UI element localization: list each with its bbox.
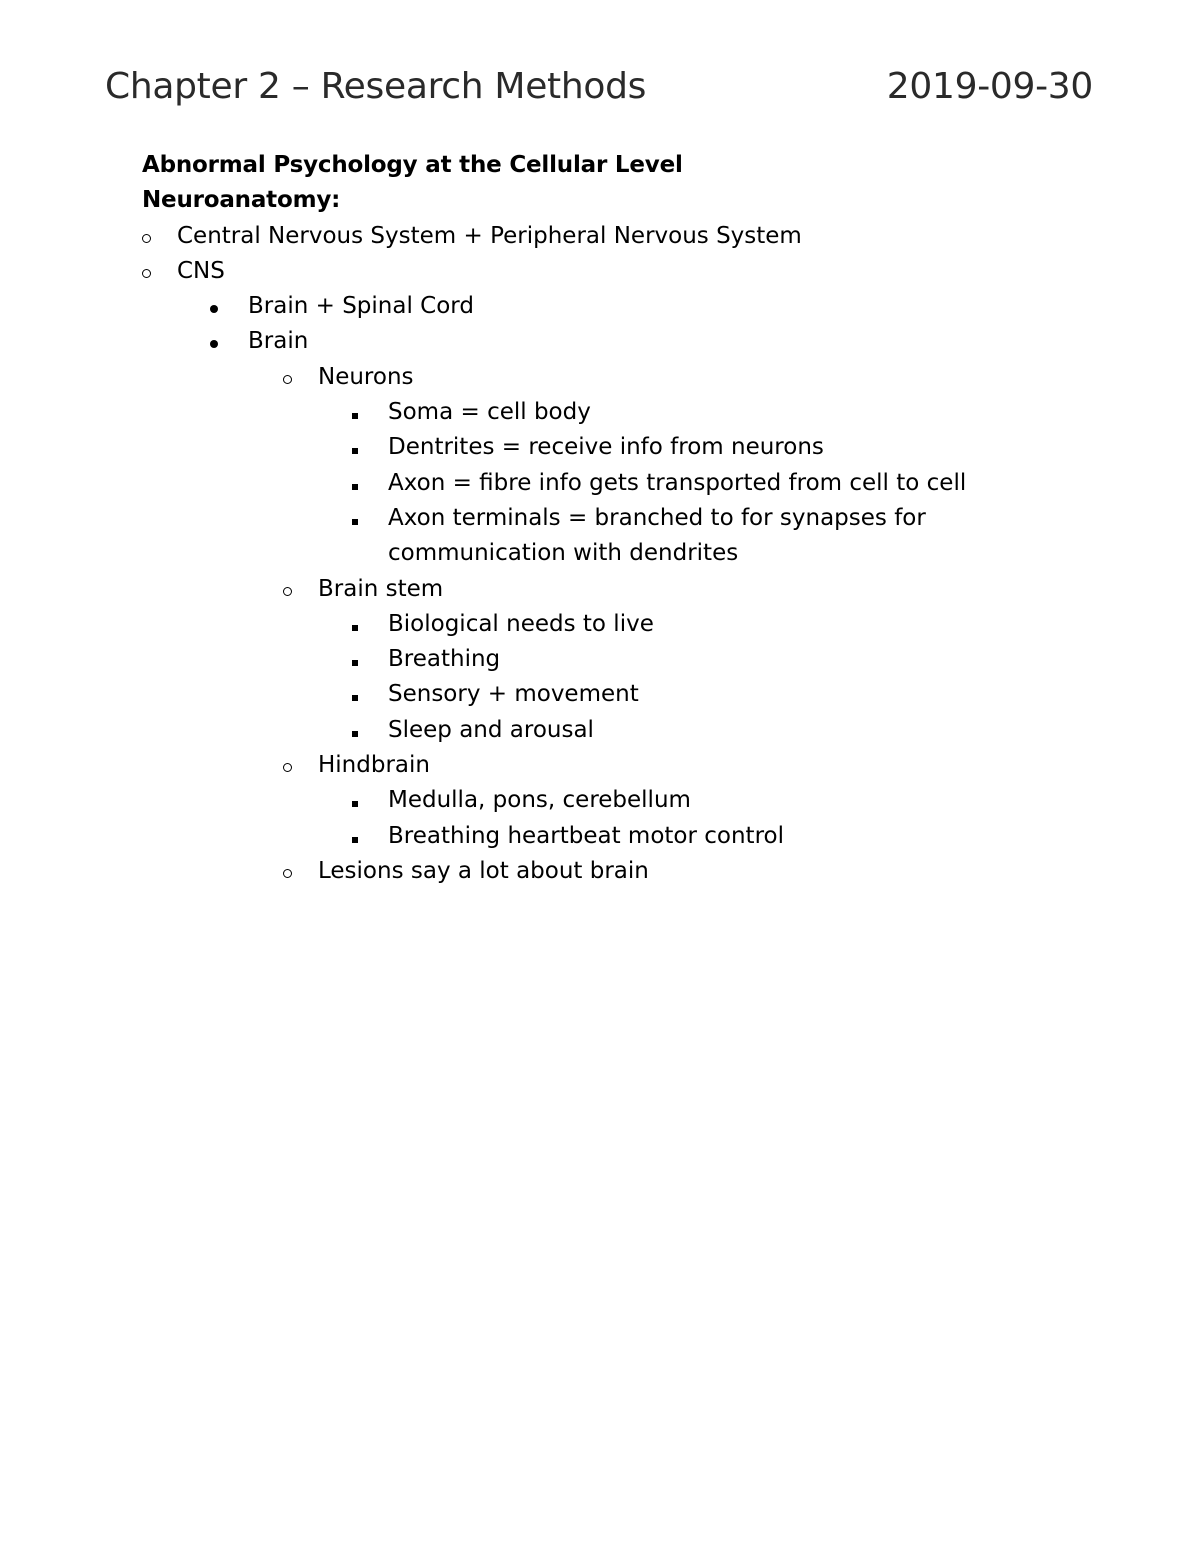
square-bullet-icon <box>352 501 358 536</box>
list-item: Medulla, pons, cerebellum <box>0 783 1200 818</box>
list-item: Central Nervous System + Peripheral Nervous System <box>0 219 1200 254</box>
section-heading: Abnormal Psychology at the Cellular Level <box>142 152 683 178</box>
list-item: Dentrites = receive info from neurons <box>0 430 1200 465</box>
list-item: Hindbrain <box>0 748 1200 783</box>
hollow-circle-bullet-icon <box>283 360 292 395</box>
list-item: Biological needs to live <box>0 607 1200 642</box>
list-item: Axon terminals = branched to for synapses for <box>0 501 1200 536</box>
list-item: Brain <box>0 324 1200 359</box>
square-bullet-icon <box>352 430 358 465</box>
square-bullet-icon <box>352 466 358 501</box>
square-bullet-icon <box>352 819 358 854</box>
notes-body <box>0 148 1200 889</box>
list-item: Lesions say a lot about brain <box>0 854 1200 889</box>
square-bullet-icon <box>352 642 358 677</box>
list-item: Breathing <box>0 642 1200 677</box>
page-header <box>105 66 1093 116</box>
list-item: Brain + Spinal Cord <box>0 289 1200 324</box>
hollow-circle-bullet-icon <box>142 219 151 254</box>
square-bullet-icon <box>352 607 358 642</box>
square-bullet-icon <box>352 713 358 748</box>
square-bullet-icon <box>352 395 358 430</box>
list-item-continuation: communication with dendrites <box>388 540 739 567</box>
list-item: Sensory + movement <box>0 677 1200 712</box>
list-item: Soma = cell body <box>0 395 1200 430</box>
hollow-circle-bullet-icon <box>283 854 292 889</box>
dot-bullet-icon <box>210 289 218 324</box>
hollow-circle-bullet-icon <box>283 572 292 607</box>
square-bullet-icon <box>352 783 358 818</box>
dot-bullet-icon <box>210 324 218 359</box>
list-item: Axon = fibre info gets transported from cell to cell <box>0 466 1200 501</box>
list-item: CNS <box>0 254 1200 289</box>
hollow-circle-bullet-icon <box>142 254 151 289</box>
page-title: Chapter 2 – Research Methods <box>105 66 647 107</box>
list-item: Breathing heartbeat motor control <box>0 819 1200 854</box>
subsection-heading: Neuroanatomy: <box>142 187 341 214</box>
page-date: 2019-09-30 <box>886 66 1093 107</box>
square-bullet-icon <box>352 677 358 712</box>
list-item: Neurons <box>0 360 1200 395</box>
list-item: Sleep and arousal <box>0 713 1200 748</box>
hollow-circle-bullet-icon <box>283 748 292 783</box>
list-item: Brain stem <box>0 572 1200 607</box>
